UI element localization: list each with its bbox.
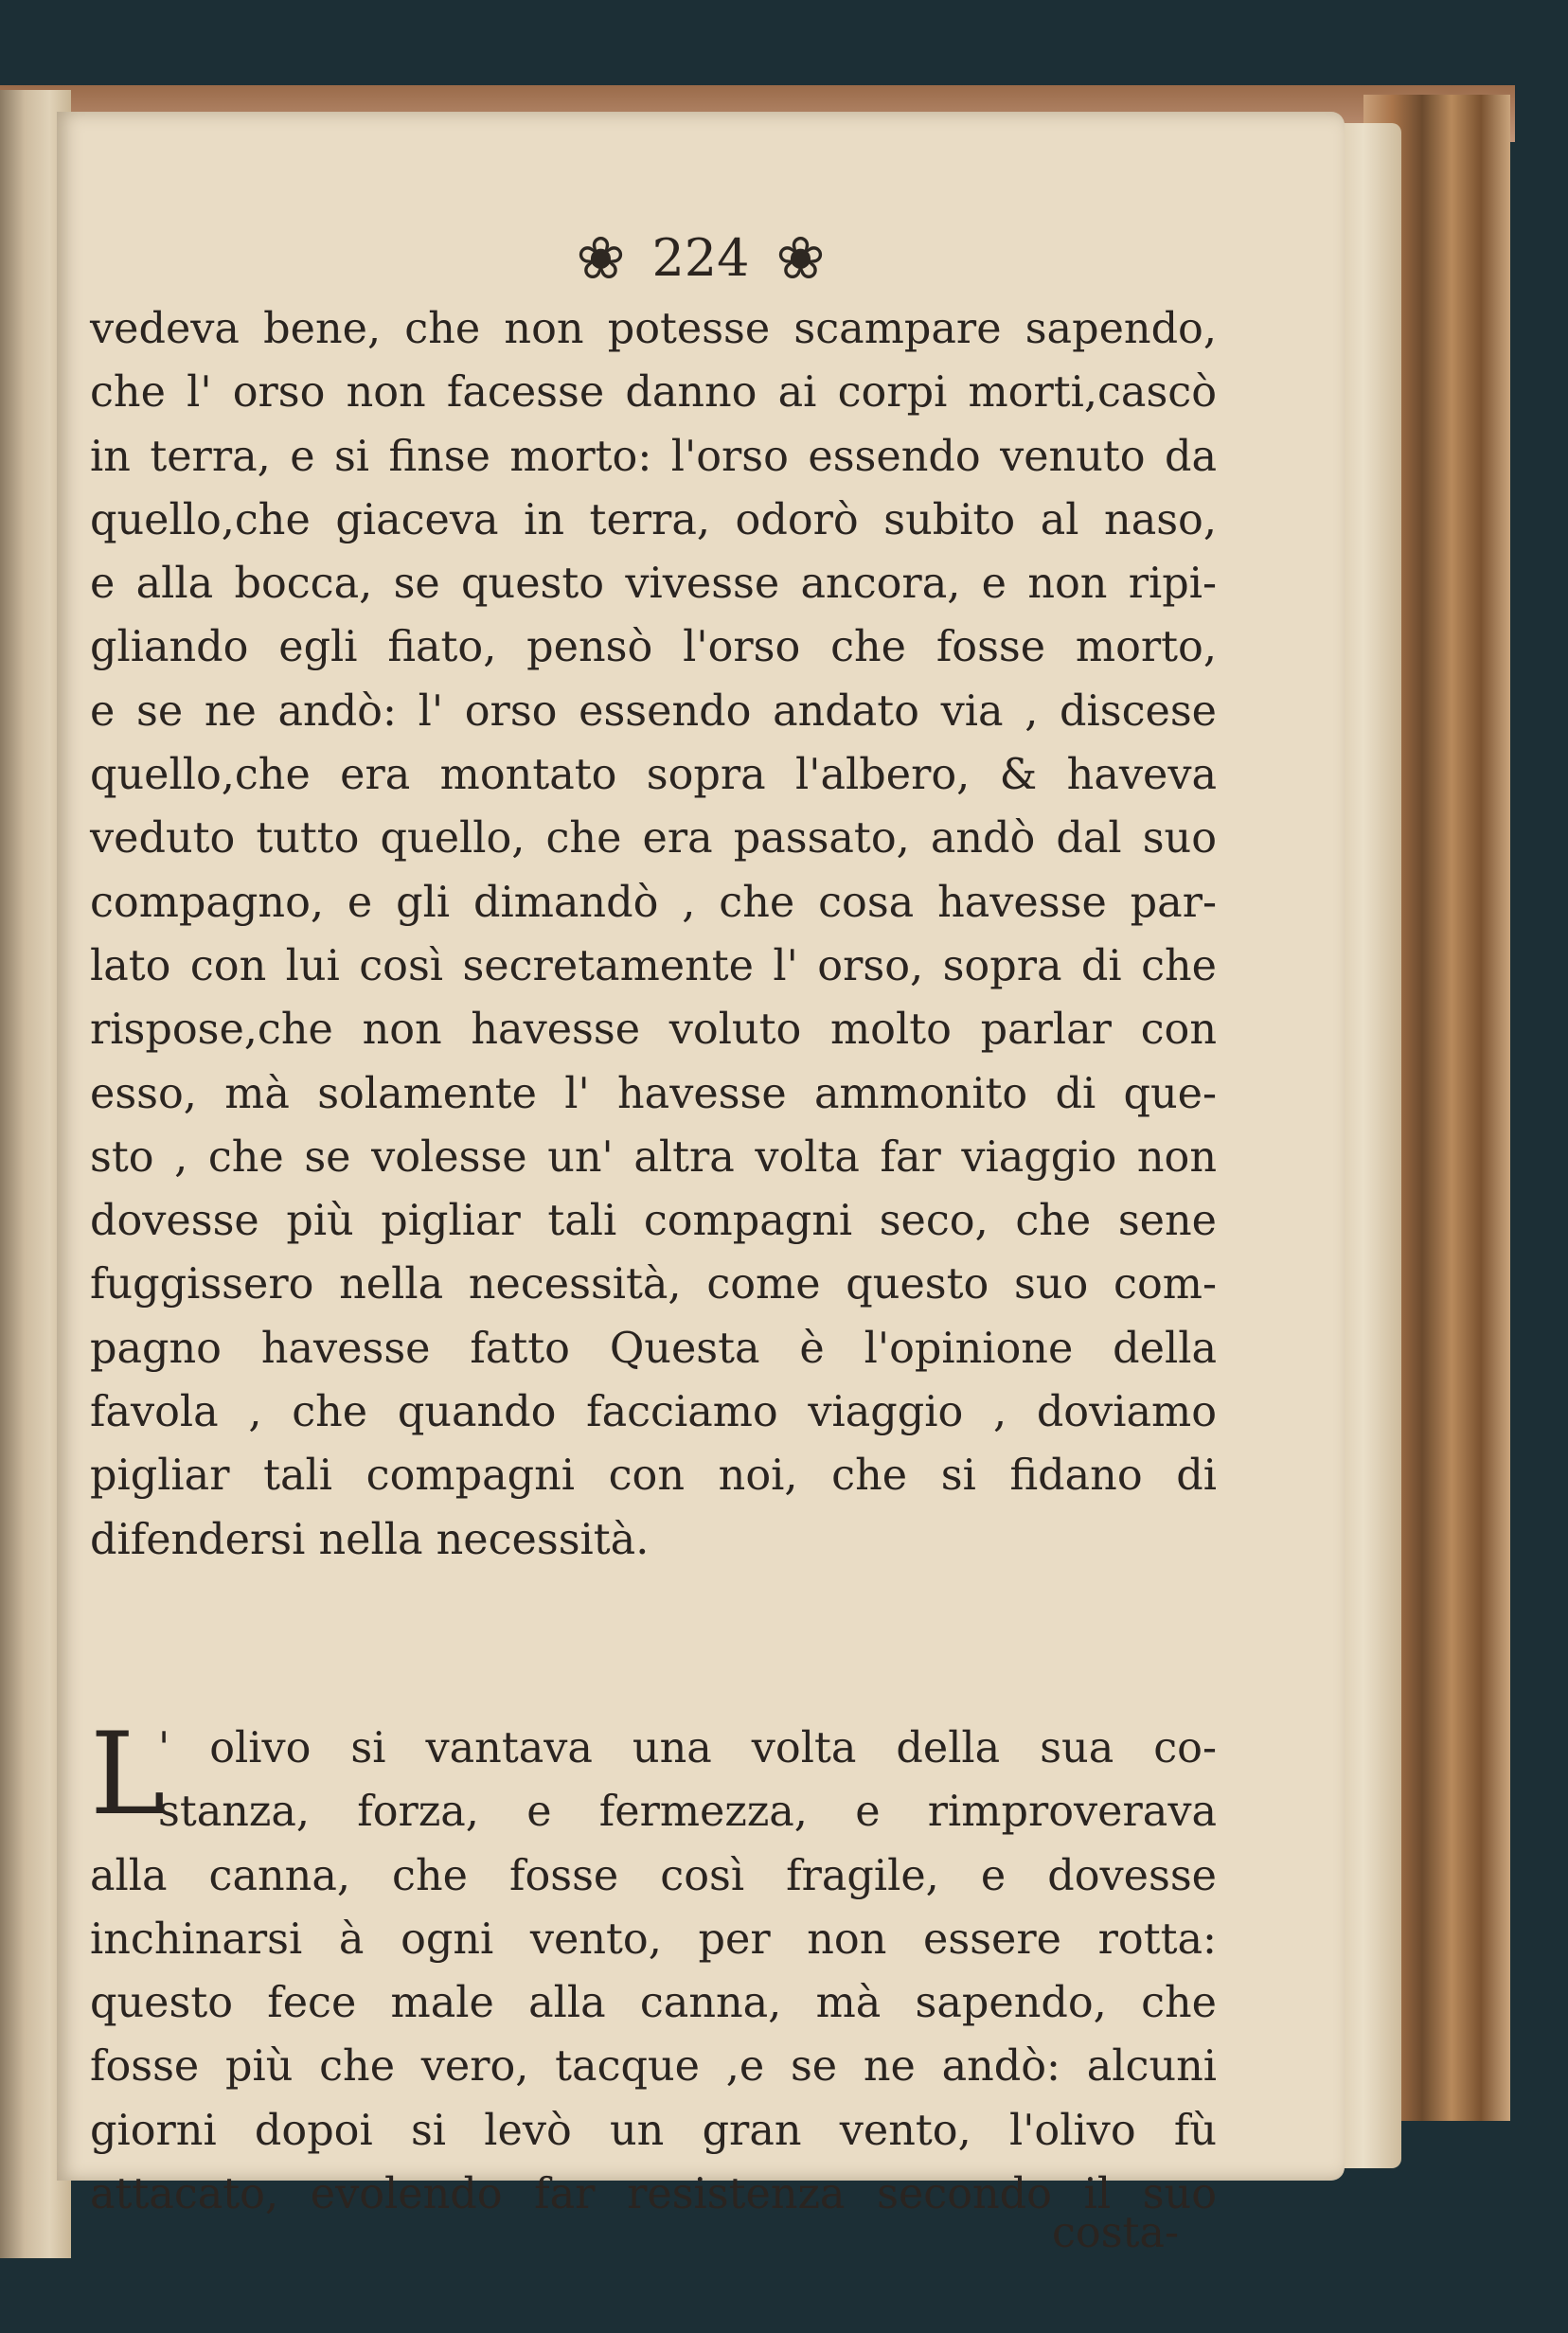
text-line: fuggissero nella necessità, come questo suo com- [90, 1260, 1217, 1309]
text-line: alla canna, che fosse così fragile, e dovesse [90, 1851, 1217, 1900]
text-line: esso, mà solamente l' havesse ammonito di que- [90, 1069, 1217, 1118]
text-line: questo fece male alla canna, mà sapendo, che [90, 1979, 1217, 2028]
catchword: costa- [1052, 2209, 1179, 2257]
text-line: difendersi nella necessità. [90, 1515, 650, 1564]
text-line: ' olivo si vantava una volta della sua co- [158, 1724, 1217, 1772]
text-line: stanza, forza, e fermezza, e rimproverava [158, 1788, 1217, 1837]
text-line: che l' orso non facesse danno ai corpi morti,cascò [90, 368, 1217, 418]
text-line: vedeva bene, che non potesse scampare sapendo, [90, 305, 1217, 353]
text-line: favola , che quando facciamo viaggio , doviamo [90, 1388, 1217, 1437]
text-line: e alla bocca, se questo vivesse ancora, e non ripi- [90, 560, 1217, 609]
text-line: compagno, e gli dimandò , che cosa havesse par- [90, 878, 1217, 927]
text-line: in terra, e si finse morto: l'orso essendo venuto da [90, 432, 1217, 481]
book-page [57, 112, 1345, 2257]
text-line: pigliar tali compagni con noi, che si fidano di [90, 1451, 1217, 1501]
fleuron-left-icon: ❀ [576, 223, 626, 293]
text-line: quello,che era montato sopra l'albero, & haveva [90, 751, 1217, 800]
text-line: sto , che se volesse un' altra volta far viaggio non [90, 1132, 1217, 1182]
text-line: dovesse più pigliar tali compagni seco, che sene [90, 1197, 1217, 1246]
text-line: quello,che giaceva in terra, odorò subito al naso, [90, 495, 1217, 544]
paragraph-olive-fable [90, 1709, 1217, 2226]
text-line: veduto tutto quello, che era passato, andò dal suo [90, 814, 1217, 864]
text-line: rispose,che non havesse voluto molto parlar con [90, 1006, 1217, 1055]
paragraph-fable-end [90, 297, 1217, 1572]
text-line: e se ne andò: l' orso essendo andato via , discese [90, 686, 1217, 736]
page-number: 224 [651, 228, 750, 288]
dropcap-block [90, 1709, 1217, 1844]
text-line: fosse più che vero, tacque ,e se ne andò: alcuni [90, 2042, 1217, 2092]
text-line: inchinarsi à ogni vento, per non essere rotta: [90, 1914, 1217, 1964]
text-line: pagno havesse fatto Questa è l'opinione della [90, 1324, 1217, 1373]
page-header [57, 223, 1345, 293]
text-line: attacato, evolendo far resistenza secondo il suo [90, 2170, 1217, 2219]
dropcap-letter: L [90, 1709, 166, 1841]
fleuron-right-icon: ❀ [775, 223, 826, 293]
text-line: giorni dopoi si levò un gran vento, l'olivo fù [90, 2106, 1217, 2155]
text-line: lato con lui così secretamente l' orso, sopra di che [90, 941, 1217, 990]
text-line: gliando egli fiato, pensò l'orso che fosse morto, [90, 623, 1217, 672]
